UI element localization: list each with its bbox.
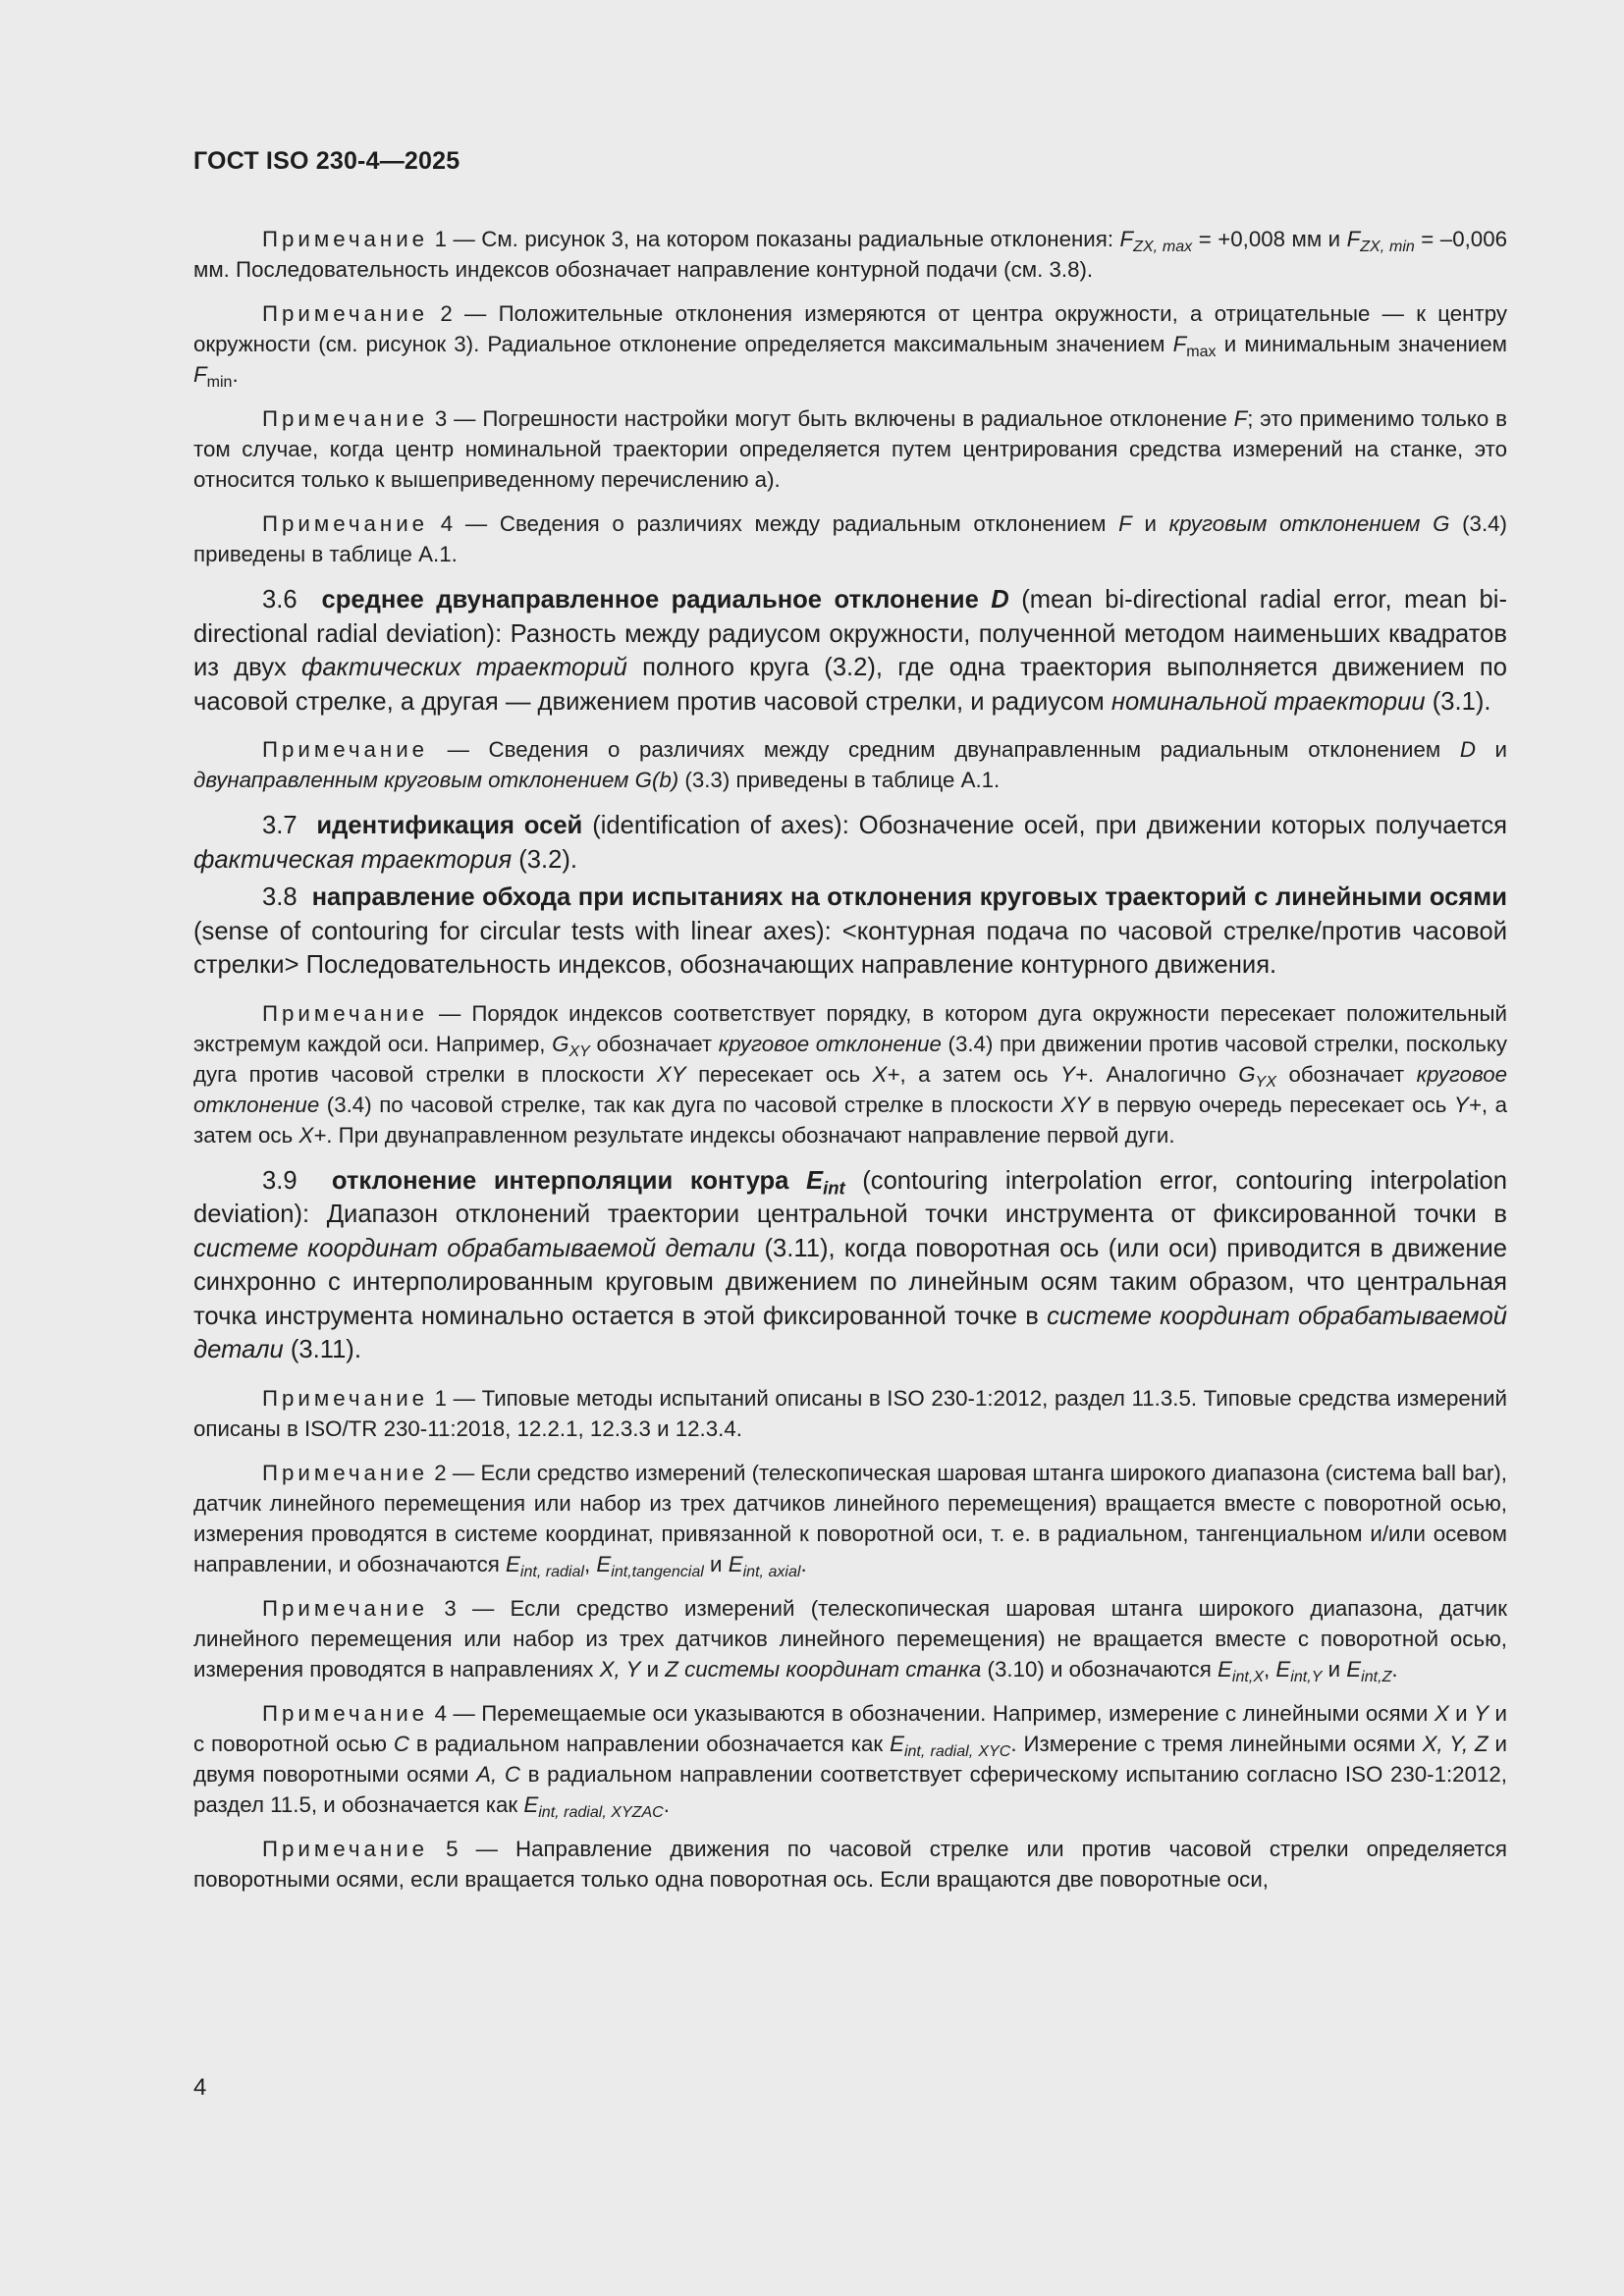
term-3-8: 3.8 направление обхода при испытаниях на отклонения круговых траекторий с линейными осями (sense of contouring for circular tests with linear axes): <контурная подача по часовой стрелке/против часовой стрелки> Последовательность индексов, обозначающих направление контурного движения.: [193, 883, 1507, 979]
term-3-7: 3.7 идентификация осей (identification of axes): Обозначение осей, при движении которых получается фактическая траектория (3.2).: [193, 812, 1507, 874]
note-3-8: Примечание — Порядок индексов соответствует порядку, в котором дуга окружности пересекает положительный экстремум каждой оси. Например, $G_{XY}$ обозначает круговое отклонение (3.4) при движении против часовой стрелки, поскольку дуга против часовой стрелки в плоскости XY пересекает ось X+, а затем ось Y+. Аналогично $G_{YX}$ обозначает круговое отклонение (3.4) по часовой стрелке, так как дуга по часовой стрелке в плоскости XY в первую очередь пересекает ось Y+, а затем ось X+. При двунаправленном результате индексы обозначают направление первой дуги.: [193, 1000, 1508, 1148]
term-3-9: 3.9 отклонение интерполяции контура $E_{int}$ (contouring interpolation error, contouring interpolation deviation): Диапазон отклонений траектории центральной точки инструмента от фиксированной точки в системе координат обрабатываемой детали (3.11), когда поворотная ось (или оси) приводится в движение синхронно с интерполированным круговым движением по линейным осям таким образом, что центральная точка инструмента номинально остается в этой фиксированной точке в системе координат обрабатываемой детали (3.11).: [193, 1166, 1508, 1363]
note-2: Примечание 2 — Положительные отклонения измеряются от центра окружности, а отрицательные — к центру окружности (см. рисунок 3). Радиальное отклонение определяется максимальным значением $F_{max}$ и минимальным значением $F_{min}$.: [193, 301, 1507, 391]
note-4: Примечание 4 — Сведения о различиях между радиальным отклонением F и круговым отклонением G (3.4) приведены в таблице А.1.: [193, 511, 1507, 566]
note-3-9-5: Примечание 5 — Направление движения по часовой стрелке или против часовой стрелки определяется поворотными осями, если вращается только одна поворотная ось. Если вращаются две поворотные оси,: [193, 1836, 1507, 1892]
term-3-6: 3.6 среднее двунаправленное радиальное отклонение D (mean bi-directional radial error, mean bi-directional radial deviation): Разность между радиусом окружности, полученной методом наименьших квадратов из двух фактических траекторий полного круга (3.2), где одна траектория выполняется движением по часовой стрелке, а другая — движением против часовой стрелки, и радиусом номинальной траектории (3.1).: [193, 586, 1507, 716]
note-1: Примечание 1 — См. рисунок 3, на котором показаны радиальные отклонения: $F_{ZX, max} = +0,008$ мм и $F_{ZX, min} = -0,006$ мм. Последовательность индексов обозначает направление контурной подачи (см. 3.8).: [193, 227, 1508, 282]
note-3-9-4: Примечание 4 — Перемещаемые оси указываются в обозначении. Например, измерение с линейными осями X и Y и с поворотной осью C в радиальном направлении обозначается как $E_{int, radial, XYC}$. Измерение с тремя линейными осями X, Y, Z и двумя поворотными осями A, C в радиальном направлении соответствует сферическому испытанию согласно ISO 230-1:2012, раздел 11.5, и обозначается как $E_{int, radial, XYZAC}$.: [193, 1700, 1507, 1821]
note-3-6: Примечание — Сведения о различиях между средним двунаправленным радиальным отклонением D и двунаправленным круговым отклонением G(b) (3.3) приведены в таблице А.1.: [193, 737, 1507, 792]
page-content: [193, 224, 1507, 1895]
page-header: ГОСТ ISO 230-4—2025: [193, 147, 460, 175]
note-3: Примечание 3 — Погрешности настройки могут быть включены в радиальное отклонение F; это применимо только в том случае, когда центр номинальной траектории определяется путем центрирования средства измерений на станке, это относится только к вышеприведенному перечислению а).: [193, 406, 1508, 492]
note-3-9-2: Примечание 2 — Если средство измерений (телескопическая шаровая штанга широкого диапазона (система ball bar), датчик линейного перемещения или набор из трех датчиков линейного перемещения) вращается вместе с поворотной осью, измерения проводятся в системе координат, привязанной к поворотной оси, т. е. в радиальном, тангенциальном и/или осевом направлении, и обозначаются $E_{int, radial}$, $E_{int,tangencial}$ и $E_{int, axial}$.: [193, 1460, 1507, 1580]
note-3-9-3: Примечание 3 — Если средство измерений (телескопическая шаровая штанга широкого диапазона, датчик линейного перемещения или набор из трех датчиков линейного перемещения) не вращается вместе с поворотной осью, измерения проводятся в направлениях X, Y и Z системы координат станка (3.10) и обозначаются $E_{int,X}$, $E_{int,Y}$ и $E_{int,Z}$.: [193, 1595, 1508, 1685]
note-3-9-1: Примечание 1 — Типовые методы испытаний описаны в ISO 230-1:2012, раздел 11.3.5. Типовые средства измерений описаны в ISO/TR 230-11:2018, 12.2.1, 12.3.3 и 12.3.4.: [193, 1385, 1507, 1441]
page-number: 4: [193, 2074, 207, 2101]
